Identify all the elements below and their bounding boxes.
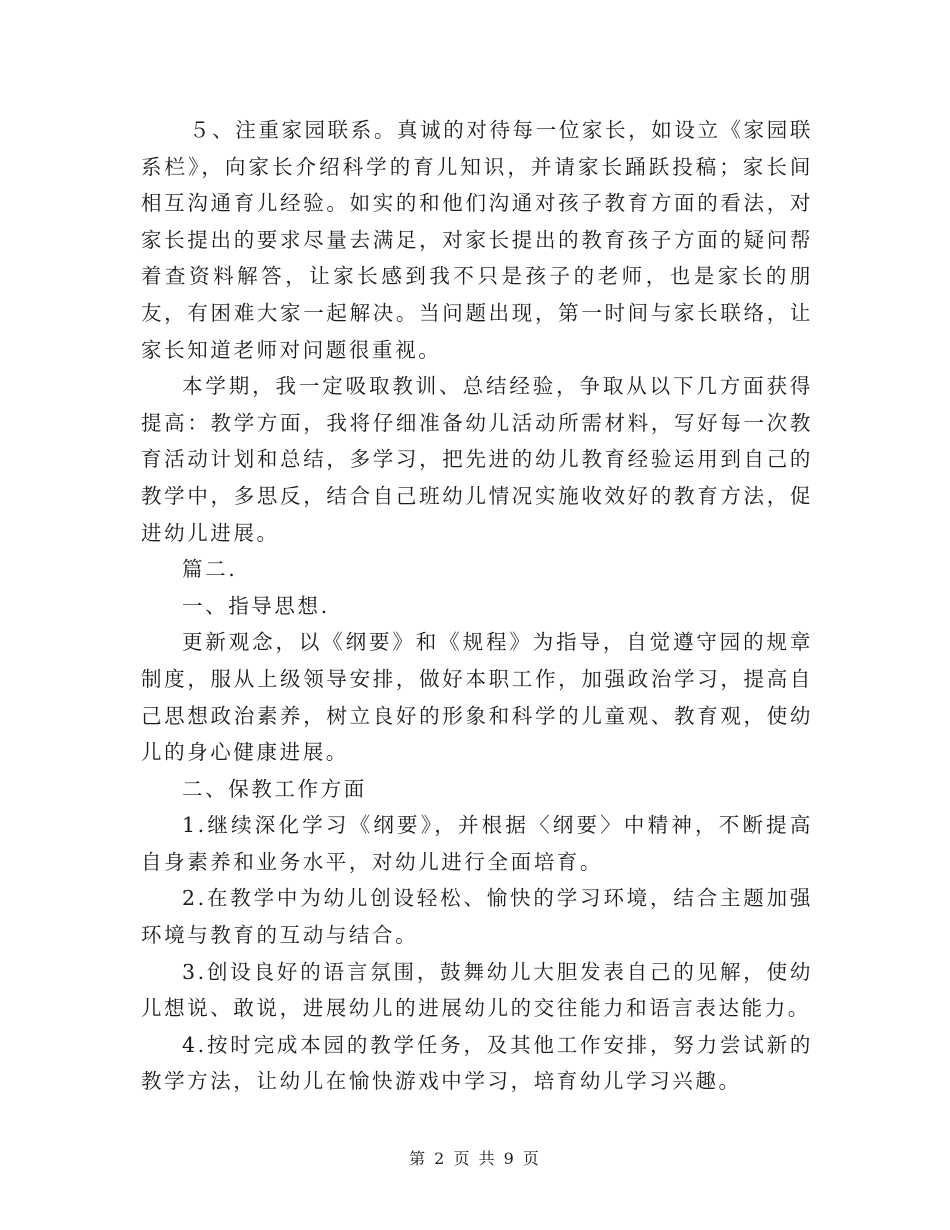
- section-heading-guiding-thought: 一、指导思想.: [182, 593, 330, 618]
- section-heading-care-education: 二、保教工作方面: [182, 776, 367, 801]
- footer-middle: 页 共: [453, 1149, 497, 1168]
- list-item-3: 3.创设良好的语言氛围，鼓舞幼儿大胆发表自己的见解，使幼儿想说、敢说，进展幼儿的进展幼儿的交往能力和语言表达能力。: [141, 959, 813, 1021]
- footer-total-pages: 9: [503, 1149, 516, 1168]
- paragraph-semester-plan: 本学期，我一定吸取教训、总结经验，争取从以下几方面获得提高：教学方面，我将仔细准备幼儿活动所需材料，写好每一次教育活动计划和总结，多学习，把先进的幼儿教育经验运用到自己的教学中，多思反，结合自己班幼儿情况实施收效好的教育方法，促进幼儿进展。: [141, 374, 813, 545]
- paragraph-home-school-contact: ５、注重家园联系。真诚的对待每一位家长，如设立《家园联系栏》，向家长介绍科学的育儿知识，并请家长踊跃投稿；家长间相互沟通育儿经验。如实的和他们沟通对孩子教育方面的看法，对家长提出的要求尽量去满足，对家长提出的教育孩子方面的疑问帮着查资料解答，让家长感到我不只是孩子的老师，也是家长的朋友，有困难大家一起解决。当问题出现，第一时间与家长联络，让家长知道老师对问题很重视。: [141, 118, 813, 362]
- footer-prefix: 第: [409, 1149, 428, 1168]
- document-body: [141, 112, 813, 1100]
- list-item-1: 1.继续深化学习《纲要》，并根据〈纲要〉中精神，不断提高自身素养和业务水平，对幼儿进行全面培育。: [141, 813, 813, 874]
- footer-current-page: 2: [434, 1149, 447, 1168]
- page-footer: [0, 1146, 950, 1169]
- section-heading-part-two: 篇二.: [182, 557, 238, 582]
- list-item-2: 2.在教学中为幼儿创设轻松、愉快的学习环境，结合主题加强环境与教育的互动与结合。: [141, 886, 813, 948]
- list-item-4: 4.按时完成本园的教学任务，及其他工作安排，努力尝试新的教学方法，让幼儿在愉快游戏中学习，培育幼儿学习兴趣。: [141, 1032, 813, 1094]
- footer-suffix: 页: [522, 1149, 541, 1168]
- paragraph-guiding-thought: 更新观念，以《纲要》和《规程》为指导，自觉遵守园的规章制度，服从上级领导安排，做好本职工作，加强政治学习，提高自己思想政治素养，树立良好的形象和科学的儿童观、教育观，使幼儿的身心健康进展。: [141, 630, 813, 765]
